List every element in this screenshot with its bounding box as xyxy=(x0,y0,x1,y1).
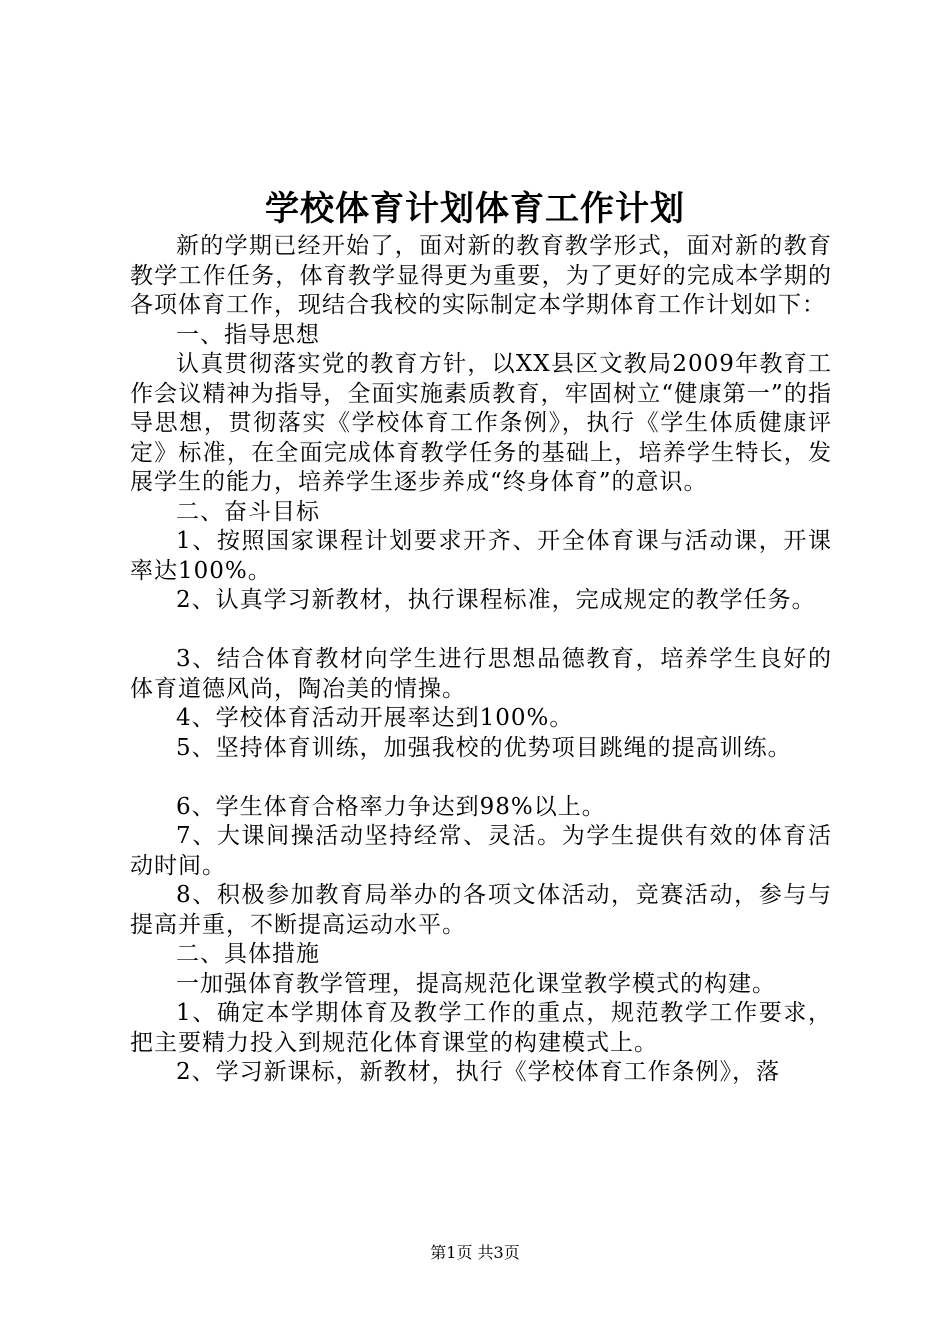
list-item: 1、按照国家课程计划要求开齐、开全体育课与活动课，开课率达100%。 xyxy=(130,528,832,584)
section-heading: 一、指导思想 xyxy=(176,321,320,348)
list-item: 1、确定本学期体育及教学工作的重点，规范教学工作要求，把主要精力投入到规范化体育课堂的构建模式上。 xyxy=(130,1000,832,1056)
body-paragraph: 一加强体育教学管理，提高规范化课堂教学模式的构建。 xyxy=(176,970,776,997)
page-footer: 第1页 共3页 xyxy=(430,1243,520,1262)
body-paragraph: 认真贯彻落实党的教育方针，以XX县区文教局2009年教育工作会议精神为指导，全面实施素质教育，牢固树立“健康第一”的指导思想，贯彻落实《学校体育工作条例》，执行《学生体质健康评定》标准，在全面完成体育教学任务的基础上，培养学生特长，发展学生的能力，培养学生逐步养成“终身体育”的意识。 xyxy=(130,351,832,495)
intro-paragraph: 新的学期已经开始了，面对新的教育教学形式，面对新的教育教学工作任务，体育教学显得更为重要，为了更好的完成本学期的各项体育工作，现结合我校的实际制定本学期体育工作计划如下： xyxy=(130,233,832,318)
list-item: 5、坚持体育训练，加强我校的优势项目跳绳的提高训练。 xyxy=(176,734,792,761)
list-item: 8、积极参加教育局举办的各项文体活动，竞赛活动，参与与提高并重，不断提高运动水平。 xyxy=(130,882,832,938)
list-item: 2、学习新课标，新教材，执行《学校体育工作条例》，落 xyxy=(176,1059,781,1085)
list-item: 3、结合体育教材向学生进行思想品德教育，培养学生良好的体育道德风尚，陶冶美的情操。 xyxy=(130,646,832,702)
list-item: 6、学生体育合格率力争达到98%以上。 xyxy=(176,793,606,820)
section-heading: 二、奋斗目标 xyxy=(176,498,320,525)
list-item: 2、认真学习新教材，执行课程标准，完成规定的教学任务。 xyxy=(176,587,816,613)
list-item: 4、学校体育活动开展率达到100%。 xyxy=(176,705,574,731)
document-body xyxy=(130,232,832,1088)
list-item: 7、大课间操活动坚持经常、灵活。为学生提供有效的体育活动时间。 xyxy=(130,823,832,879)
document-title: 学校体育计划体育工作计划 xyxy=(265,189,685,229)
section-heading: 二、具体措施 xyxy=(176,941,320,967)
